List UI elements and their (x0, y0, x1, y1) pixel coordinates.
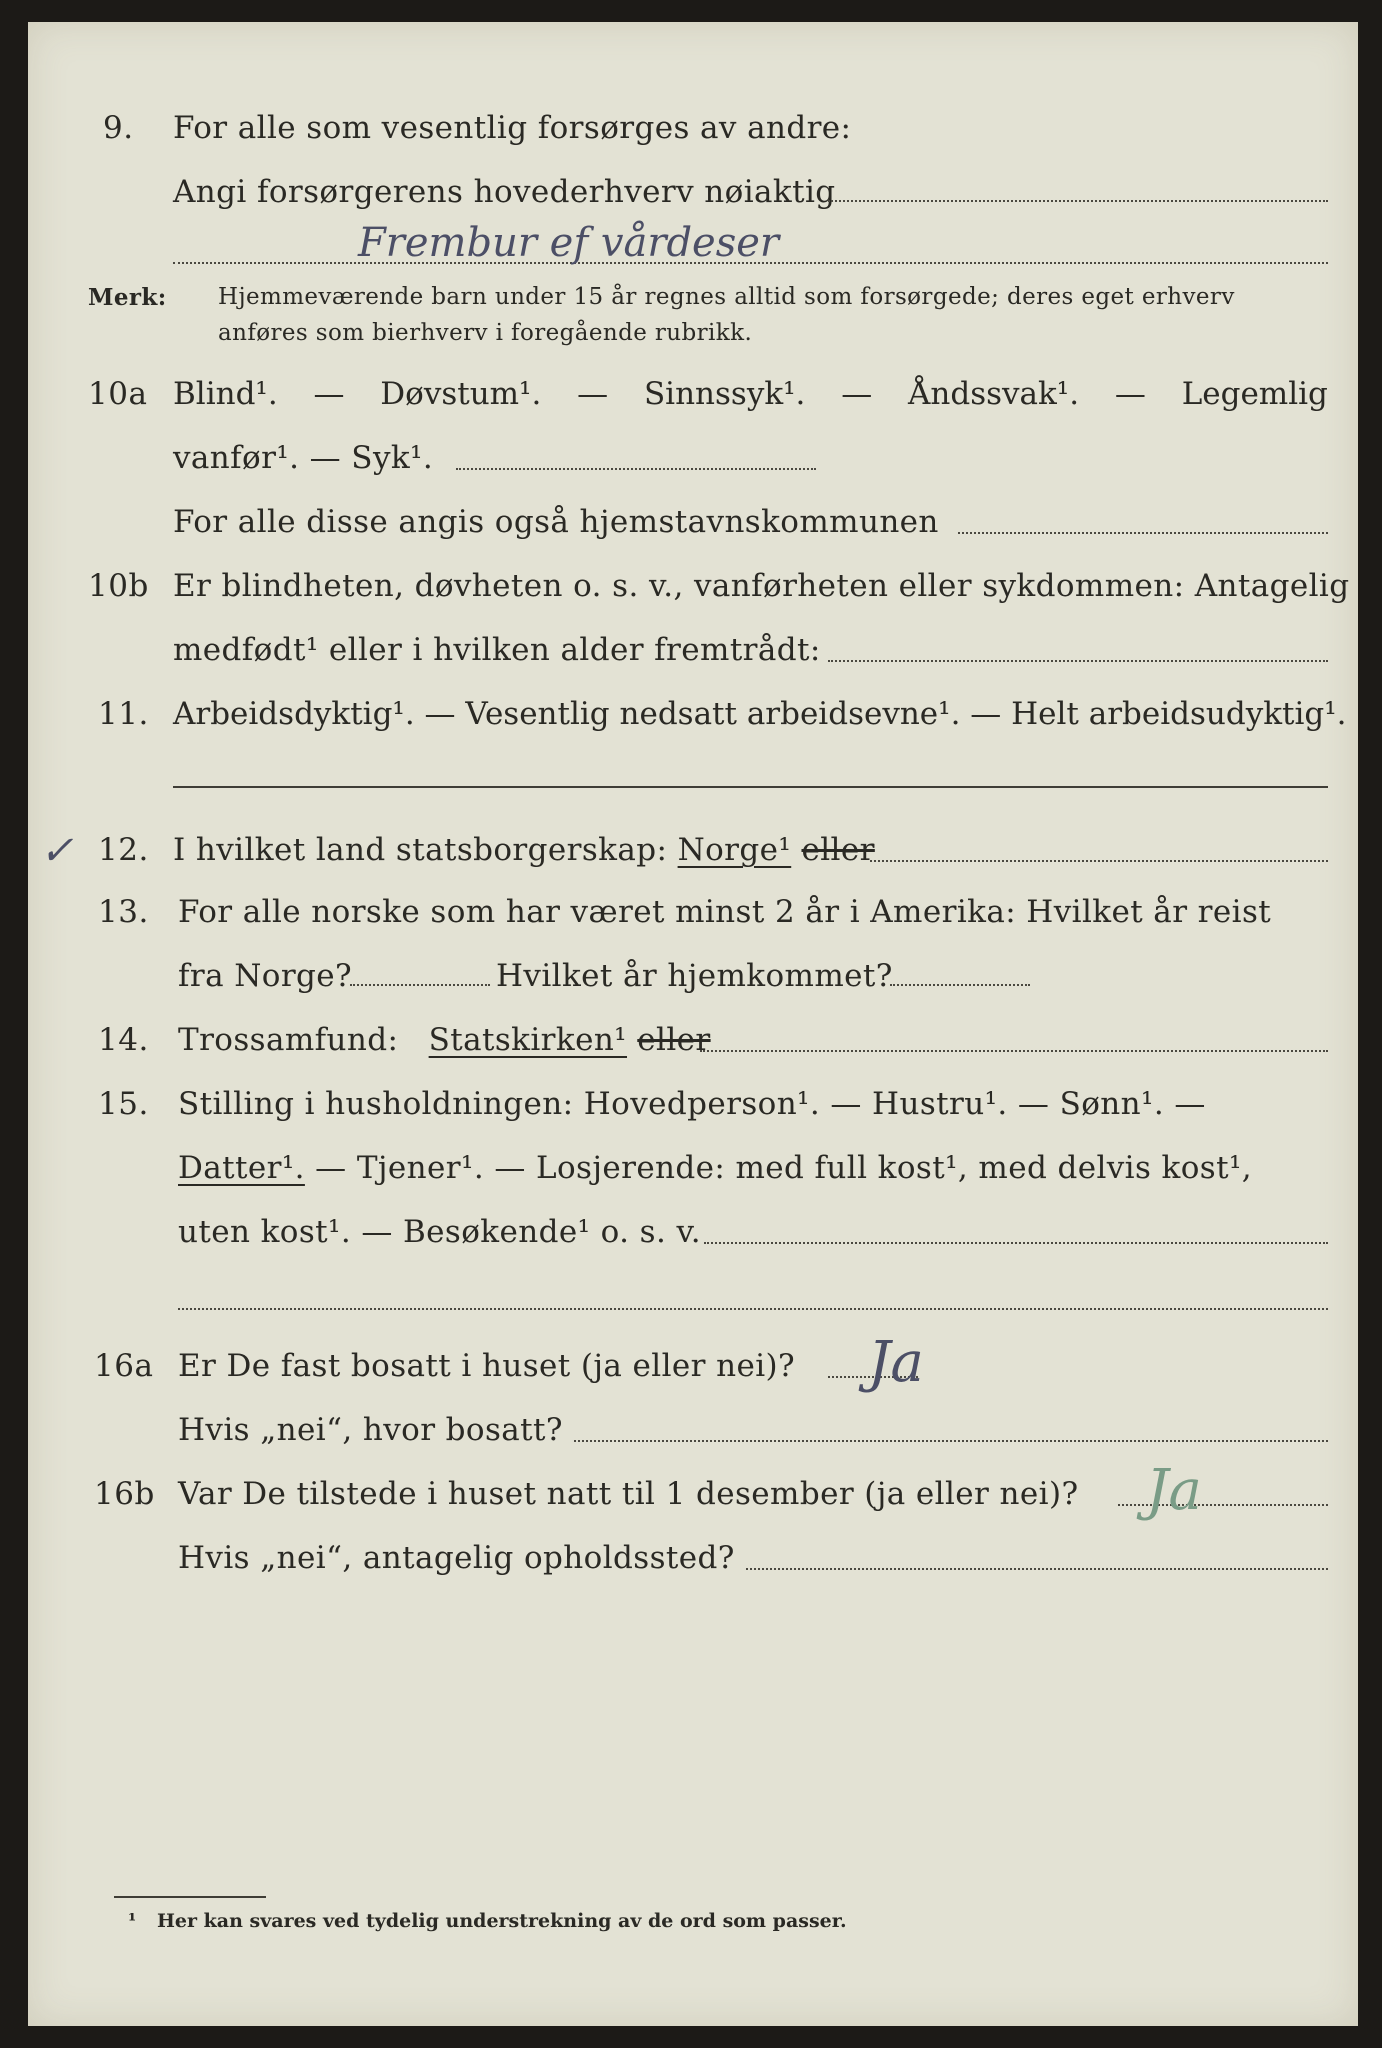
q15-line2 (178, 1150, 1252, 1186)
q9-handwritten-answer: Frembur ef vårdeser (358, 220, 780, 266)
q15-answer-line-2[interactable] (178, 1308, 1328, 1310)
q11-number: 11. (98, 696, 149, 732)
q16a-number: 16a (94, 1348, 154, 1384)
q10a-dash: — (841, 376, 873, 412)
footnote-rule (114, 1896, 266, 1898)
q10b-line1: Er blindheten, døvheten o. s. v., vanførheten eller sykdommen: Antagelig (173, 568, 1350, 604)
q15-answer-line[interactable] (704, 1242, 1328, 1244)
q10a-line2: vanfør¹. — Syk¹. (173, 440, 434, 476)
q16a-bosatt-line[interactable] (574, 1440, 1328, 1442)
q15-number: 15. (98, 1086, 149, 1122)
q9-answer-line[interactable] (828, 200, 1328, 202)
q14-answer-line[interactable] (700, 1050, 1328, 1052)
q10a-option-sinnssyk: Sinnssyk¹. (643, 376, 806, 412)
q10a-dash: — (1114, 376, 1146, 412)
q9-line1: For alle som vesentlig forsørges av andre: (173, 110, 852, 146)
census-form-page (28, 22, 1358, 2026)
q12-underlined-answer[interactable]: Norge¹ (677, 832, 792, 868)
q9-line2: Angi forsørgerens hovederhverv nøiaktig (173, 174, 836, 210)
q10a-option-blind: Blind¹. (173, 376, 278, 412)
q10a-line3: For alle disse angis også hjemstavnskommunen (173, 504, 939, 540)
q10a-dash: — (577, 376, 609, 412)
q10b-number: 10b (88, 568, 149, 604)
q10a-dash: — (313, 376, 345, 412)
q13-number: 13. (98, 894, 149, 930)
q13-line2a: fra Norge? (178, 958, 353, 994)
q15-underlined-answer[interactable]: Datter¹. (178, 1150, 305, 1186)
q10b-answer-line[interactable] (828, 660, 1328, 662)
q16b-line2: Hvis „nei“, antagelig opholdssted? (178, 1540, 735, 1576)
q16b-line1: Var De tilstede i huset natt til 1 desember (ja eller nei)? (178, 1476, 1079, 1512)
q9-number: 9. (103, 110, 134, 146)
q10a-option-andssvak: Åndssvak¹. (908, 376, 1080, 412)
q13-line1: For alle norske som har været minst 2 år i Amerika: Hvilket år reist (178, 894, 1272, 930)
q16b-number: 16b (94, 1476, 155, 1512)
q14-prefix: Trossamfund: (178, 1022, 399, 1058)
q12-prefix: I hvilket land statsborgerskap: (173, 832, 668, 868)
q10a-option-dovstum: Døvstum¹. (380, 376, 542, 412)
footnote-marker: ¹ (128, 1910, 137, 1932)
q11-line1: Arbeidsdyktig¹. — Vesentlig nedsatt arbeidsevne¹. — Helt arbeidsudyktig¹. (173, 696, 1347, 732)
q13-hjemkommet-line[interactable] (890, 984, 1030, 986)
q14-suffix: eller (637, 1022, 711, 1058)
q16a-line2: Hvis „nei“, hvor bosatt? (178, 1412, 563, 1448)
q13-line2b: Hvilket år hjemkommet? (496, 958, 893, 994)
q10b-line2: medfødt¹ eller i hvilken alder fremtrådt: (173, 632, 821, 668)
q16b-opholdssted-line[interactable] (746, 1568, 1328, 1570)
q12-suffix: eller (801, 832, 875, 868)
merk-line2: anføres som bierhverv i foregående rubrikk. (218, 320, 753, 346)
q16a-line1: Er De fast bosatt i huset (ja eller nei)? (178, 1348, 796, 1384)
q14-line (178, 1022, 711, 1058)
check-mark-icon: ✓ (40, 828, 74, 874)
q14-number: 14. (98, 1022, 149, 1058)
q12-line (173, 832, 875, 868)
q13-reist-line[interactable] (350, 984, 490, 986)
q10a-option-legemlig: Legemlig (1181, 376, 1328, 412)
q11-answer-line[interactable] (173, 786, 1328, 788)
q10a-answer-line[interactable] (456, 468, 816, 470)
q10a-number: 10a (88, 376, 148, 412)
q15-line3: uten kost¹. — Besøkende¹ o. s. v. (178, 1214, 701, 1250)
footnote-text: Her kan svares ved tydelig understrekning av de ord som passer. (156, 1910, 847, 1932)
q10a-hjemstavn-line[interactable] (958, 532, 1328, 534)
q16b-handwritten-answer: Ja (1146, 1458, 1202, 1523)
footnote (128, 1910, 847, 1932)
q15-line1: Stilling i husholdningen: Hovedperson¹. — Hustru¹. — Sønn¹. — (178, 1086, 1206, 1122)
q14-underlined-answer[interactable]: Statskirken¹ (428, 1022, 628, 1058)
q10a-line1 (173, 376, 1328, 412)
q12-answer-line[interactable] (870, 860, 1328, 862)
q15-line2-rest: — Tjener¹. — Losjerende: med full kost¹, med delvis kost¹, (315, 1150, 1253, 1186)
merk-label: Merk: (88, 284, 167, 311)
merk-line1: Hjemmeværende barn under 15 år regnes alltid som forsørgede; deres eget erhverv (218, 284, 1235, 310)
q12-number: 12. (98, 832, 149, 868)
q16a-handwritten-answer: Ja (868, 1330, 924, 1395)
